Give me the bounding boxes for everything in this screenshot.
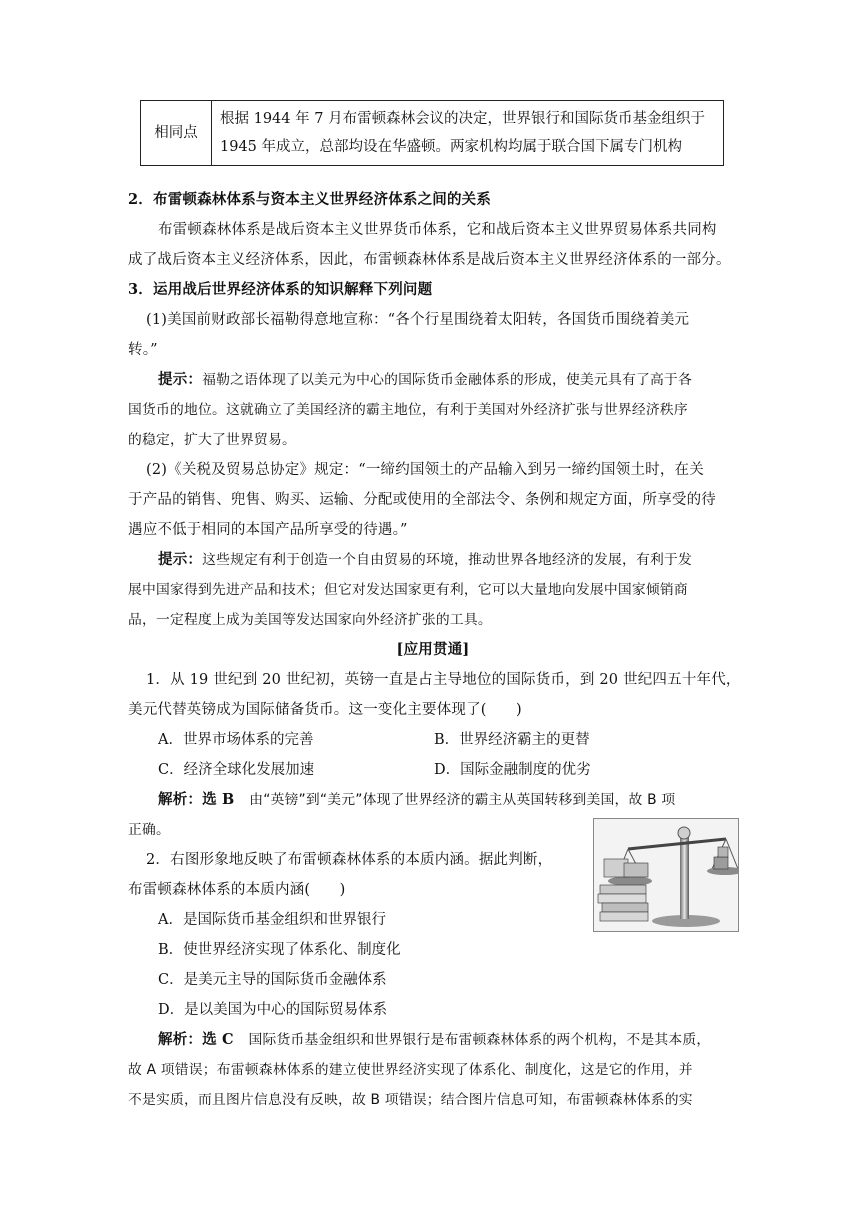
hint-line [158,370,768,390]
hint-line: 的稳定，扩大了世界贸易。 [128,432,296,448]
hint-line: 国货币的地位。这就确立了美国经济的霸主地位，有利于美国对外经济扩张与世界经济秩序 [128,402,688,418]
table-row [141,101,724,166]
answer-text: 由“英镑”到“美元”体现了世界经济的霸主从英国转移到美国，故 B 项 [249,792,676,808]
hint-label: 提示： [158,371,203,388]
option-a: A．是国际货币基金组织和世界银行 [158,912,386,928]
answer-line: 正确。 [128,822,170,838]
question-line: 1．从 19 世纪到 20 世纪初，英镑一直是占主导地位的国际货币，到 20 世纪四五十年代， [146,672,741,688]
option-d: D．是以美国为中心的国际贸易体系 [158,1002,388,1018]
hint-line [158,550,768,570]
section-title: 2．布雷顿森林体系与资本主义世界经济体系之间的关系 [128,191,492,208]
question-line: 遇应不低于相同的本国产品所享受的待遇。” [128,522,408,538]
hint-label: 提示： [158,551,203,568]
question-line: 于产品的销售、兜售、购买、运输、分配或使用的全部法令、条例和规定方面，所享受的待 [128,492,716,508]
question-line: 美元代替英镑成为国际储备货币。这一变化主要体现了( ) [128,702,522,718]
option-c: C．经济全球化发展加速 [158,762,315,778]
hint-text: 这些规定有利于创造一个自由贸易的环境，推动世界各地经济的发展，有利于发 [202,552,692,568]
hint-line: 展中国家得到先进产品和技术；但它对发达国家更有利，它可以大量地向发展中国家倾销商 [128,582,688,598]
table-content-line: 1945 年成立，总部均设在华盛顿。两家机构均属于联合国下属专门机构 [220,139,683,155]
balance-scale-icon [594,819,738,931]
answer-line [158,790,768,810]
option-b: B．使世界经济实现了体系化、制度化 [158,942,401,958]
question-line: (2)《关税及贸易总协定》规定：“一缔约国领土的产品输入到另一缔约国领土时，在关 [146,462,704,478]
paragraph-line: 成了战后资本主义经济体系，因此，布雷顿森林体系是战后资本主义世界经济体系的一部分。 [128,252,731,268]
option-c: C．是美元主导的国际货币金融体系 [158,972,387,988]
section-title: 3．运用战后世界经济体系的知识解释下列问题 [128,281,433,298]
question-line: 转。” [128,342,158,358]
table-content-line: 根据 1944 年 7 月布雷顿森林会议的决定，世界银行和国际货币基金组织于 [220,111,706,127]
answer-label: 解析： [158,791,203,808]
balance-scale-illustration [593,818,739,932]
answer-choice: 选 C [202,1031,249,1048]
answer-label: 解析： [158,1031,203,1048]
option-b: B．世界经济霸主的更替 [434,732,590,748]
answer-line [158,1030,768,1050]
hint-text: 福勒之语体现了以美元为中心的国际货币金融体系的形成，使美元具有了高于各 [202,372,692,388]
option-d: D．国际金融制度的优劣 [434,762,591,778]
option-a: A．世界市场体系的完善 [158,732,314,748]
question-line: 2．右图形象地反映了布雷顿森林体系的本质内涵。据此判断， [146,852,553,868]
answer-line: 不是实质，而且图片信息没有反映，故 B 项错误；结合图片信息可知，布雷顿森林体系的实 [128,1092,693,1108]
table-content-cell [212,101,724,166]
hint-line: 品，一定程度上成为美国等发达国家向外经济扩张的工具。 [128,612,492,628]
section-heading: [应用贯通] [396,641,470,658]
question-line: (1)美国前财政部长福勒得意地宣称：“各个行星围绕着太阳转，各国货币围绕着美元 [146,312,690,328]
paragraph-line: 布雷顿森林体系是战后资本主义世界货币体系，它和战后资本主义世界贸易体系共同构 [158,222,717,238]
answer-choice: 选 B [202,791,250,808]
answer-text: 国际货币基金组织和世界银行是布雷顿森林体系的两个机构，不是其本质， [248,1032,711,1048]
question-line: 布雷顿森林体系的本质内涵( ) [128,882,346,898]
table-header-cell: 相同点 [141,101,212,166]
answer-line: 故 A 项错误；布雷顿森林体系的建立使世界经济实现了体系化、制度化，这是它的作用，并 [128,1062,693,1078]
comparison-table [140,100,724,166]
